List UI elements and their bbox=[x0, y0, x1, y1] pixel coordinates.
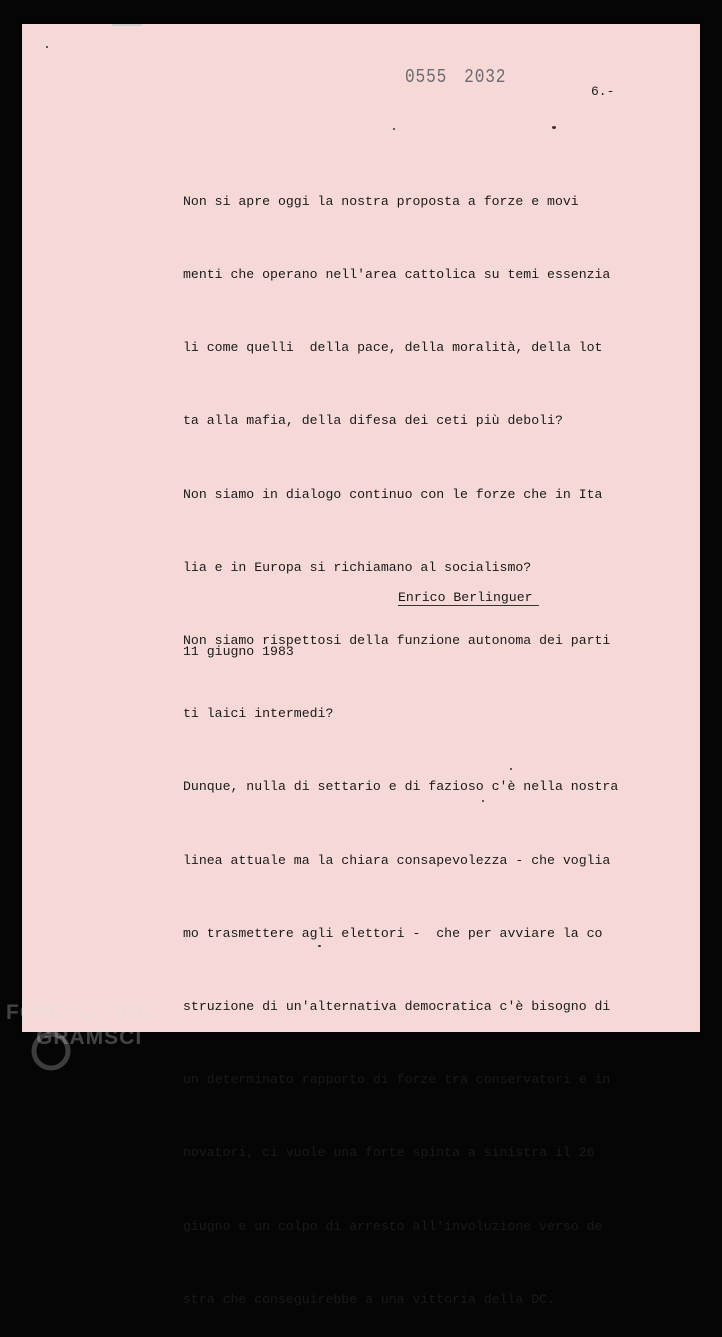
paper-speck bbox=[46, 46, 48, 48]
paper-speck bbox=[482, 800, 484, 802]
body-line: menti che operano nell'area cattolica su temi essenzia bbox=[183, 267, 611, 283]
archive-stamp-number: 2032 bbox=[464, 66, 507, 88]
body-line: Non si apre oggi la nostra proposta a forze e movi bbox=[183, 193, 579, 209]
watermark-line1: FONDAZIONE bbox=[6, 1001, 155, 1024]
watermark-logo-icon bbox=[30, 1030, 72, 1072]
signature: Enrico Berlinguer bbox=[398, 590, 539, 606]
scan-edge-mark bbox=[112, 24, 142, 26]
paper-speck bbox=[318, 945, 321, 947]
paper-speck bbox=[393, 128, 395, 130]
document-date: 11 giugno 1983 bbox=[183, 644, 294, 659]
paper-speck bbox=[510, 768, 512, 770]
body-line: Non siamo in dialogo continuo con le forze che in Ita bbox=[183, 486, 603, 502]
body-line: stra che conseguirebbe a una vittoria della DC. bbox=[183, 1291, 555, 1307]
body-line: giugno e un colpo di arresto all'involuzione verso de bbox=[183, 1218, 603, 1234]
paper-speck bbox=[552, 126, 556, 129]
archive-stamp bbox=[405, 66, 506, 88]
body-line: mo trasmettere agli elettori - che per avviare la co bbox=[183, 925, 603, 941]
archive-watermark bbox=[6, 1000, 155, 1050]
body-line: struzione di un'alternativa democratica c'è bisogno di bbox=[183, 999, 611, 1015]
body-line: novatori, ci vuole una forte spinta a sinistra il 26 bbox=[183, 1145, 595, 1161]
archive-stamp-series: 0555 bbox=[405, 66, 448, 88]
body-line: li come quelli della pace, della moralità, della lot bbox=[183, 340, 603, 356]
body-line: linea attuale ma la chiara consapevolezza - che voglia bbox=[183, 852, 611, 868]
body-line: Non siamo rispettosi della funzione autonoma dei parti bbox=[183, 633, 611, 649]
page-number: 6.- bbox=[591, 84, 615, 99]
watermark-line2: GRAMSCI bbox=[36, 1026, 143, 1049]
letter-body bbox=[183, 141, 643, 1337]
body-line: lia e in Europa si richiamano al socialismo? bbox=[183, 559, 532, 575]
body-line: ti laici intermedi? bbox=[183, 706, 334, 722]
body-line: un determinato rapporto di forze tra conservatori e in bbox=[183, 1072, 611, 1088]
body-line: Dunque, nulla di settario e di fazioso c'è nella nostra bbox=[183, 779, 619, 795]
body-line: ta alla mafia, della difesa dei ceti più deboli? bbox=[183, 413, 563, 429]
